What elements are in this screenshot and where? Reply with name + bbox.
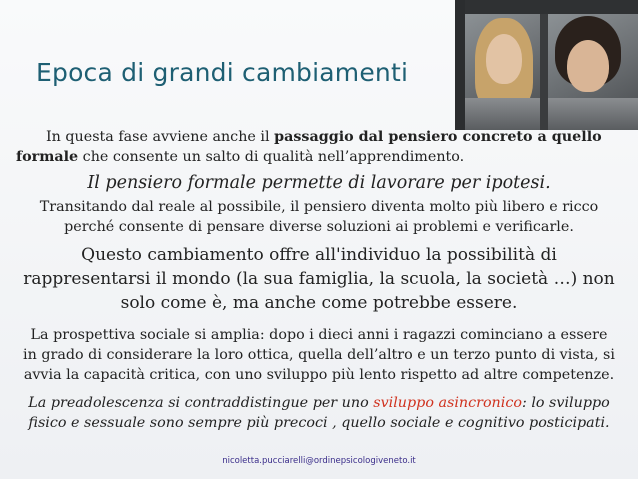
paragraph-line: fisico e sessuale sono sempre più precoci , quello sociale e cognitivo posticipati. (28, 415, 610, 431)
paragraph-line: rappresentarsi il mondo (la sua famiglia, la scuola, la società …) non (23, 269, 615, 289)
paragraph-world-representation (0, 243, 638, 315)
bold-text: formale (16, 149, 79, 165)
paragraph-line: Questo cambiamento offre all'individuo la possibilità di (81, 245, 557, 265)
bold-text: passaggio dal pensiero concreto a quello (274, 129, 602, 145)
text-run: La preadolescenza si contraddistingue per uno (28, 395, 374, 411)
window-frame-top (455, 0, 638, 14)
paragraph-line (0, 147, 638, 167)
text-run: : lo sviluppo (521, 395, 610, 411)
paragraph-line: La prospettiva sociale si amplia: dopo i dieci anni i ragazzi cominciano a essere (30, 327, 608, 343)
footer-email: nicoletta.pucciarelli@ordinepsicologiveneto.it (222, 456, 416, 466)
paragraph-line: avvia la capacità critica, con uno sviluppo più lento rispetto ad altre competenze. (23, 367, 615, 383)
text-run: In questa fase avviene anche il (46, 129, 275, 145)
paragraph-formal-thinking (0, 127, 638, 167)
paragraph-line (0, 393, 638, 413)
paragraph-social-perspective (0, 325, 638, 385)
paragraph-hypothesis: Il pensiero formale permette di lavorare per ipotesi. (87, 173, 551, 193)
paragraph-line: perché consente di pensare diverse soluzioni ai problemi e verificarle. (64, 219, 574, 235)
paragraph-real-to-possible (0, 197, 638, 237)
paragraph-line: solo come è, ma anche come potrebbe essere. (120, 293, 518, 313)
window-mullion (540, 14, 548, 130)
text-run: che consente un salto di qualità nell’apprendimento. (78, 149, 465, 165)
highlighted-term: sviluppo asincronico (373, 395, 522, 411)
boy-face (567, 40, 609, 92)
paragraph-line: in grado di considerare la loro ottica, quella dell’altro e un terzo punto di vista, si (23, 347, 615, 363)
paragraph-line (0, 127, 638, 147)
girl-face (486, 34, 522, 84)
paragraph-asynchronous-development (0, 393, 638, 433)
slide-photo (455, 0, 638, 130)
paragraph-line: Transitando dal reale al possibile, il pensiero diventa molto più libero e ricco (39, 199, 599, 215)
slide-title: Epoca di grandi cambiamenti (36, 58, 409, 87)
window-frame-left (455, 0, 465, 130)
